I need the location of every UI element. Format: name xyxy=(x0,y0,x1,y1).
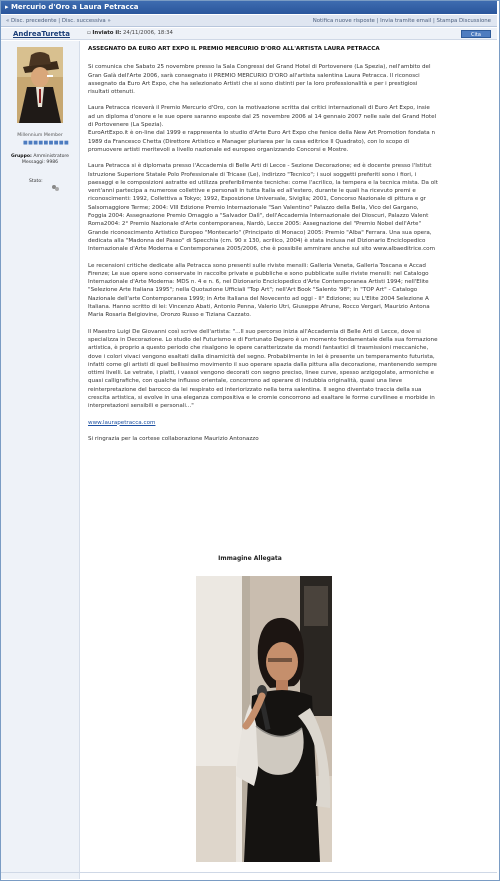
text-line: interpretazioni sensibili e personali..." xyxy=(88,403,194,410)
quote-label: Cita xyxy=(471,32,481,38)
offline-status-icon xyxy=(51,177,60,185)
text-line: crescita artistica, si evolve in una eleganza compositiva e le cromie concorrono ad esaltare le forme curvilinee e morbide in xyxy=(88,394,435,401)
text-line: reinterpretazione del barocco da lei respirato ed interiorizzato nella terra salentina. Il segno diventato traccia della sua xyxy=(88,386,422,393)
thread-nav-bar xyxy=(1,15,497,27)
messages-count: 9986 xyxy=(46,160,59,165)
singer-photo xyxy=(196,576,332,862)
avatar-illustration xyxy=(17,47,63,123)
nav-separator: | xyxy=(374,18,381,24)
text-line: Firenze; Le sue opere sono conservate in raccolte private e pubbliche e sono pubblicate sulle riviste mensili: nel Catalogo xyxy=(88,270,429,277)
text-line: Istruzione Superiore Statale Polo Professionale di Tricase (Le), indirizzo "Tecnico"; i suoi soggetti preferiti sono i fiori, i xyxy=(88,171,417,178)
author-sidebar xyxy=(1,41,80,879)
text-line: Laura Petracca riceverà il Premio Mercurio d'Oro, con la motivazione scritta dai critici internazionali di Euro Art Expo, insie xyxy=(88,105,430,112)
text-line: Il Maestro Luigi De Giovanni così scrive dell'artista: "...Il suo percorso inizia all'Accademia di Belle Arti di Lecce, dove si xyxy=(88,328,421,335)
quote-button[interactable] xyxy=(461,30,491,38)
sent-label: Inviato il: xyxy=(92,30,122,36)
avatar[interactable] xyxy=(17,47,63,123)
text-line: specializza in Decorazione. Lo studio del Futurismo e di Fortunato Depero è un momento fondamentale della sua formazione xyxy=(88,336,438,343)
group-value: Amministratore xyxy=(33,154,70,159)
nav-separator: | xyxy=(56,18,62,24)
text-line: Le recensioni critiche dedicate alla Petracca sono presenti sulle riviste mensili: Galleria Veneta, Galleria Toscana e Accad xyxy=(88,262,426,269)
thread-title-bar xyxy=(1,1,497,14)
rank-stars: ■■■■■■■■■ xyxy=(23,140,70,146)
post-headline: ASSEGNATO DA EURO ART EXPO IL PREMIO MERCURIO D'ORO ALL'ARTISTA LAURA PETRACCA xyxy=(88,46,380,52)
text-line: Salsomaggiore Terme; 2004: VIII Edizione Premio Internazionale "San Valentino" Palazzo della Bella, Vico del Gargano, xyxy=(88,204,419,211)
paragraph-3 xyxy=(88,162,496,253)
text-line: Roma2004: 2° Premio Nazionale d'Arte contemporanea, Nardò, Lecce 2005: Assegnazione del "Premio Nobel dell'Arte" xyxy=(88,221,422,228)
text-line: riconoscimenti: 1992, Collettiva a Tokyo; 1992, Esposizione Universale, Siviglia; 2001, Concorso Nazionale di pittura e gr xyxy=(88,196,426,203)
text-line: Gran Galà dell'Arte 2006, sarà consegnato il PREMIO MERCURIO D'ORO all'artista salentina Laura Petracca. Il riconosci xyxy=(88,72,420,79)
paragraph-1 xyxy=(88,63,496,96)
paragraph-2 xyxy=(88,104,496,154)
print-topic-link[interactable]: Stampa Discussione xyxy=(436,18,491,24)
post-icon: ▫ xyxy=(87,30,93,36)
text-line: Internazionale d'Arte Moderna e Contemporanea 2005/2006, che è possibile ammirare anche sul sito www.albaeditrice.com xyxy=(88,246,436,253)
author-messages xyxy=(1,160,79,165)
attached-photo[interactable] xyxy=(196,576,332,862)
text-line: infatti come gli artisti di quel bellissimo movimento il suo operare spazia dalla pittura alla decorazione, mantenendo sempre xyxy=(88,361,437,368)
next-topic-link[interactable]: Disc. successiva » xyxy=(61,18,111,24)
text-line: Grande riconoscimento Artistico Europeo "Montecarlo" (Principato di Monaco) 2005: Premio "Alba" Ferrara. Una sua opera, xyxy=(88,229,432,236)
text-line: Laura Petracca si è diplomata presso l'Accademia di Belle Arti di Lecce - Sezione Decorazione; ed è docente presso l'Istitut xyxy=(88,163,432,170)
text-line: Maria Rosaria Belgiovine, Oronzo Russo e Tiziana Cazzato. xyxy=(88,312,252,319)
text-line: risultati ottenuti. xyxy=(88,89,135,96)
attached-image-label: Immagine Allegata xyxy=(218,555,282,562)
text-line: dedicata alla "Madonna del Passo" di Specchia (cm. 90 x 130, acrilico, 2004) è stata inclusa nel Dizionario Enciclopedico xyxy=(88,237,426,244)
text-line: EuroArtExpo.it è on-line dal 1999 e rappresenta lo studio d'Arte Euro Art Expo che fenice della New Art Promotion fondata n xyxy=(88,130,436,137)
paragraph-4 xyxy=(88,262,496,320)
text-line: "Selezione Arte Italiana 1995"; nella Quotazione Ufficiali "Top Art"; nell'Art Book "Salento '98"; in "TOP Art" - Catalogo xyxy=(88,287,418,294)
author-rank: Millennium Member xyxy=(17,133,63,138)
paragraph-5 xyxy=(88,328,496,411)
send-email-link[interactable]: Invia tramite email xyxy=(380,18,432,24)
text-line: paesaggi e le composizioni astratte ed utilizza preferibilmente tecniche: come l'acrilico, la tempera e la tecnica mista. Da olt xyxy=(88,179,438,186)
text-line: artistica, è proprio a questo periodo che risalgono le opere caratterizzate da mondi fantastici di trasmissioni meccaniche, xyxy=(88,345,429,352)
text-line: ad un diploma d'onore e le sue opere saranno esposte dal 25 novembre 2006 al 14 gennaio 2007 nelle sale del Grand Hotel xyxy=(88,113,437,120)
text-line: promuovere artisti meritevoli a livello nazionale ed europeo organizzando Concorsi e Mostre. xyxy=(88,146,349,153)
text-line: quasi calligrafiche, con qualche influsso orientale, concorrono ad operare di indubbia originalità, quasi una lieve xyxy=(88,378,403,385)
text-line: di Portovenere (La Spezia). xyxy=(88,122,164,129)
nav-separator: | xyxy=(431,18,437,24)
text-line: 1989 da Francesco Chetta (Direttore Artistico e Manager pluriarea per la casa editrice Il Quadrato), con lo scopo di xyxy=(88,138,410,145)
thread-title: Mercurio d'Oro a Laura Petracca xyxy=(10,3,139,11)
thanks-text: Si ringrazia per la cortese collaborazione Maurizio Antonazzo xyxy=(88,435,259,442)
messages-label: Messaggi: xyxy=(21,160,45,165)
post-footer-divider xyxy=(1,872,497,873)
post-date-info xyxy=(87,30,173,36)
group-label: Gruppo: xyxy=(10,154,32,159)
notify-replies-link[interactable]: Notifica nuove risposte xyxy=(312,18,375,24)
post-date: 24/11/2006, 18:34 xyxy=(122,30,173,36)
website-link[interactable]: www.laurapetracca.com xyxy=(88,419,156,426)
text-line: Nazionale dell'arte Contemporanea 1999; in Arte Italiana del Novecento ad oggi - II° Edizione; su L'Elite 2004 Selezione A xyxy=(88,295,429,302)
title-arrow-icon: ▸ xyxy=(5,3,11,11)
prev-topic-link[interactable]: « Disc. precedente xyxy=(6,18,57,24)
text-line: ottimi livelli. Le vetrate, i piatti, i vassoi vengono decorati con segno preciso, linee curve, spesso arzigogolate, armoniche e xyxy=(88,370,434,377)
author-group xyxy=(1,154,79,159)
text-line: vent'anni partecipa a numerose collettive e personali in tutta Italia ed all'estero, durante le quali ha ricevuto premi e xyxy=(88,188,416,195)
text-line: Italiana. Hanno scritto di lei: Vincenzo Abati, Antonio Penna, Valerio Utri, Giuseppe Afrune, Rocco Vergari, Maurizio Antona xyxy=(88,304,430,311)
author-username-link[interactable]: AndreaTuretta xyxy=(13,30,70,38)
text-line: Si comunica che Sabato 25 novembre presso la Sala Congressi del Grand Hotel di Portovenere (La Spezia), nell'ambito del xyxy=(88,64,431,71)
text-line: dove i colori vivaci vengono esaltati dalla dinamicità del segno. Probabilmente in lei è presente un temperamento futurista, xyxy=(88,353,435,360)
text-line: assegnato da Euro Art Expo, che ha selezionato Artisti che si sono distinti per la loro professionalità e per i prestigiosi xyxy=(88,80,418,87)
text-line: Foggia 2004: Assegnazione Premio Omaggio a "Salvador Dalì", dell'Accademia Internazionale dei Dioscuri, Palazzo Valent xyxy=(88,213,429,220)
text-line: Internazionale d'Arte Moderna: MDS n. 4 e n. 6, nel Dizionario Enciclopedico d'Arte Contemporanea Artisti 1994; nell'Elite xyxy=(88,279,429,286)
post-header-bar xyxy=(1,28,497,40)
status-label: Stato: xyxy=(29,179,43,184)
